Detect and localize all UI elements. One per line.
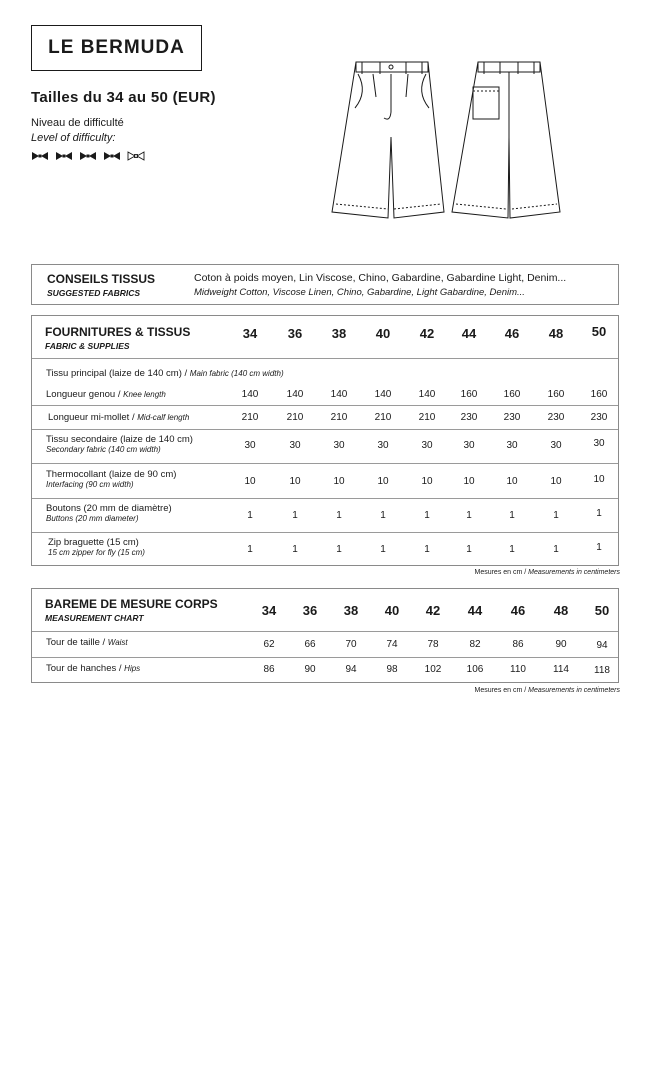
row-label-en: Secondary fabric (140 cm width) (46, 445, 161, 454)
table-cell: 160 (590, 389, 608, 400)
size-header: 38 (343, 603, 359, 618)
table-cell: 230 (503, 412, 521, 423)
size-header: 44 (461, 326, 477, 341)
row-label-fr: Longueur genou (46, 389, 116, 400)
row-label-fr: Tour de hanches / (46, 663, 125, 674)
size-header: 50 (594, 603, 610, 618)
table-cell: 140 (286, 389, 304, 400)
bermuda-front-drawing-icon (332, 62, 444, 218)
units-note-en: Measurements in centimeters (528, 569, 620, 576)
row-label-fr: Thermocollant (laize de 90 cm) (46, 469, 177, 480)
units-note-en: Measurements in centimeters (528, 687, 620, 694)
divider (32, 358, 618, 359)
size-header: 36 (302, 603, 318, 618)
table-cell: 230 (590, 412, 608, 423)
table-cell: 10 (377, 476, 389, 487)
row-label: Longueur mi-mollet / Mid-calf length (48, 412, 190, 423)
table-cell: 106 (466, 664, 484, 675)
table-cell: 30 (463, 440, 475, 451)
row-label-en: Knee length (123, 390, 166, 399)
bowtie-filled-icon (31, 151, 49, 161)
table-cell: 1 (292, 510, 298, 521)
fabrics-heading-fr: CONSEILS TISSUS (47, 272, 156, 286)
table-cell: 30 (244, 440, 256, 451)
table-cell: 1 (247, 544, 253, 555)
row-label (48, 537, 145, 557)
row-label-fr: Boutons (20 mm de diamètre) (46, 503, 172, 514)
divider (32, 429, 618, 430)
table-cell: 30 (333, 440, 345, 451)
table-cell: 1 (553, 510, 559, 521)
table-cell: 86 (512, 639, 524, 650)
table-cell: 82 (469, 639, 481, 650)
table-cell: 230 (460, 412, 478, 423)
bowtie-filled-icon (103, 151, 121, 161)
row-label-en: 15 cm zipper for fly (15 cm) (48, 548, 145, 557)
row-label-fr: Tissu secondaire (laize de 140 cm) (46, 434, 193, 445)
table-cell: 10 (333, 476, 345, 487)
table-cell: 98 (386, 664, 398, 675)
row-label-fr: Tour de taille / (46, 637, 108, 648)
measurement-chart (31, 588, 619, 683)
table-cell: 160 (460, 389, 478, 400)
row-label: Longueur genou / Knee length (46, 389, 166, 400)
divider (32, 498, 618, 499)
table-cell: 1 (336, 510, 342, 521)
units-note-fr: Mesures en cm / (474, 569, 529, 576)
table-cell: 30 (377, 440, 389, 451)
table-cell: 90 (555, 639, 567, 650)
measure-heading-en: MEASUREMENT CHART (45, 613, 144, 623)
table-cell: 1 (292, 544, 298, 555)
table-cell: 1 (424, 544, 430, 555)
table-cell: 30 (593, 438, 605, 449)
row-label (46, 434, 193, 454)
difficulty-rating (31, 151, 145, 161)
size-header: 40 (375, 326, 391, 341)
row-label (46, 663, 140, 674)
difficulty-label-fr: Niveau de difficulté (31, 117, 124, 129)
table-cell: 66 (304, 639, 316, 650)
measure-heading-fr: BAREME DE MESURE CORPS (45, 597, 218, 611)
fabrics-text-fr: Coton à poids moyen, Lin Viscose, Chino, Gabardine, Gabardine Light, Denim... (194, 272, 567, 284)
row-label-en: Hips (124, 664, 141, 673)
units-note-fr: Mesures en cm / (474, 687, 529, 694)
divider (32, 463, 618, 464)
bowtie-filled-icon (79, 151, 97, 161)
pattern-title: LE BERMUDA (31, 25, 202, 71)
table-cell: 30 (550, 440, 562, 451)
fabrics-text-en: Midweight Cotton, Viscose Linen, Chino, Gabardine, Light Gabardine, Denim... (194, 287, 525, 298)
size-header: 34 (242, 326, 258, 341)
table-cell: 78 (427, 639, 439, 650)
table-cell: 1 (553, 544, 559, 555)
main-fabric-label-fr: Tissu principal (laize de 140 cm) (46, 368, 182, 379)
row-label-fr: Zip braguette (15 cm) (48, 537, 139, 548)
table-cell: 210 (418, 412, 436, 423)
table-cell: 30 (421, 440, 433, 451)
row-label (46, 503, 172, 523)
size-header: 38 (331, 326, 347, 341)
fabrics-heading-en: SUGGESTED FABRICS (47, 288, 141, 298)
table-cell: 70 (345, 639, 357, 650)
units-note (474, 687, 620, 694)
bowtie-filled-icon (55, 151, 73, 161)
table-cell: 10 (463, 476, 475, 487)
table-cell: 10 (506, 476, 518, 487)
table-cell: 140 (374, 389, 392, 400)
table-cell: 1 (424, 510, 430, 521)
table-cell: 1 (596, 508, 602, 519)
table-cell: 1 (247, 510, 253, 521)
table-cell: 94 (345, 664, 357, 675)
table-cell: 90 (304, 664, 316, 675)
row-label-en: Buttons (20 mm diameter) (46, 514, 139, 523)
table-cell: 140 (241, 389, 259, 400)
table-cell: 30 (289, 440, 301, 451)
table-cell: 210 (286, 412, 304, 423)
supplies-heading-fr: FOURNITURES & TISSUS (45, 325, 191, 339)
table-cell: 10 (593, 474, 605, 485)
table-cell: 110 (510, 664, 526, 675)
main-fabric-label-en: Main fabric (140 cm width) (189, 369, 284, 378)
table-cell: 1 (596, 542, 602, 553)
table-cell: 160 (547, 389, 565, 400)
difficulty-label-en: Level of difficulty: (31, 132, 116, 144)
sizes-range: Tailles du 34 au 50 (EUR) (31, 89, 216, 106)
row-label-en: Waist (107, 638, 128, 647)
table-cell: 10 (550, 476, 562, 487)
table-cell: 1 (380, 510, 386, 521)
row-label (46, 637, 128, 648)
size-header: 40 (384, 603, 400, 618)
table-cell: 62 (263, 639, 275, 650)
suggested-fabrics-section (31, 264, 619, 305)
divider (32, 657, 618, 658)
main-fabric-label: Tissu principal (laize de 140 cm) / Main fabric (140 cm width) (46, 368, 284, 379)
table-cell: 118 (594, 665, 610, 676)
table-cell: 210 (241, 412, 259, 423)
table-cell: 140 (418, 389, 436, 400)
table-cell: 74 (386, 639, 398, 650)
table-cell: 210 (374, 412, 392, 423)
divider (32, 405, 618, 406)
divider (32, 631, 618, 632)
size-header: 48 (553, 603, 569, 618)
table-cell: 210 (330, 412, 348, 423)
table-cell: 1 (380, 544, 386, 555)
bowtie-outline-icon (127, 151, 145, 161)
table-cell: 30 (506, 440, 518, 451)
table-cell: 10 (289, 476, 301, 487)
size-header: 50 (591, 324, 607, 339)
supplies-table (31, 315, 619, 566)
table-cell: 160 (503, 389, 521, 400)
table-cell: 1 (509, 544, 515, 555)
table-cell: 114 (553, 664, 569, 675)
size-header: 42 (419, 326, 435, 341)
table-cell: 94 (596, 640, 608, 651)
table-cell: 102 (424, 664, 442, 675)
size-header: 46 (510, 603, 526, 618)
row-label-en: Mid-calf length (137, 413, 190, 422)
table-cell: 10 (244, 476, 256, 487)
row-label-en: Interfacing (90 cm width) (46, 480, 134, 489)
size-header: 34 (261, 603, 277, 618)
size-header: 46 (504, 326, 520, 341)
bermuda-back-drawing-icon (452, 62, 560, 218)
table-cell: 1 (336, 544, 342, 555)
row-label (46, 469, 176, 489)
table-cell: 86 (263, 664, 275, 675)
units-note (474, 569, 620, 576)
size-header: 42 (425, 603, 441, 618)
table-cell: 1 (509, 510, 515, 521)
technical-drawings (328, 52, 568, 224)
size-header: 44 (467, 603, 483, 618)
size-header: 36 (287, 326, 303, 341)
row-label-fr: Longueur mi-mollet (48, 412, 130, 423)
table-cell: 1 (466, 510, 472, 521)
table-cell: 10 (421, 476, 433, 487)
supplies-heading-en: FABRIC & SUPPLIES (45, 341, 130, 351)
size-header: 48 (548, 326, 564, 341)
table-cell: 230 (547, 412, 565, 423)
table-cell: 140 (330, 389, 348, 400)
divider (32, 532, 618, 533)
table-cell: 1 (466, 544, 472, 555)
